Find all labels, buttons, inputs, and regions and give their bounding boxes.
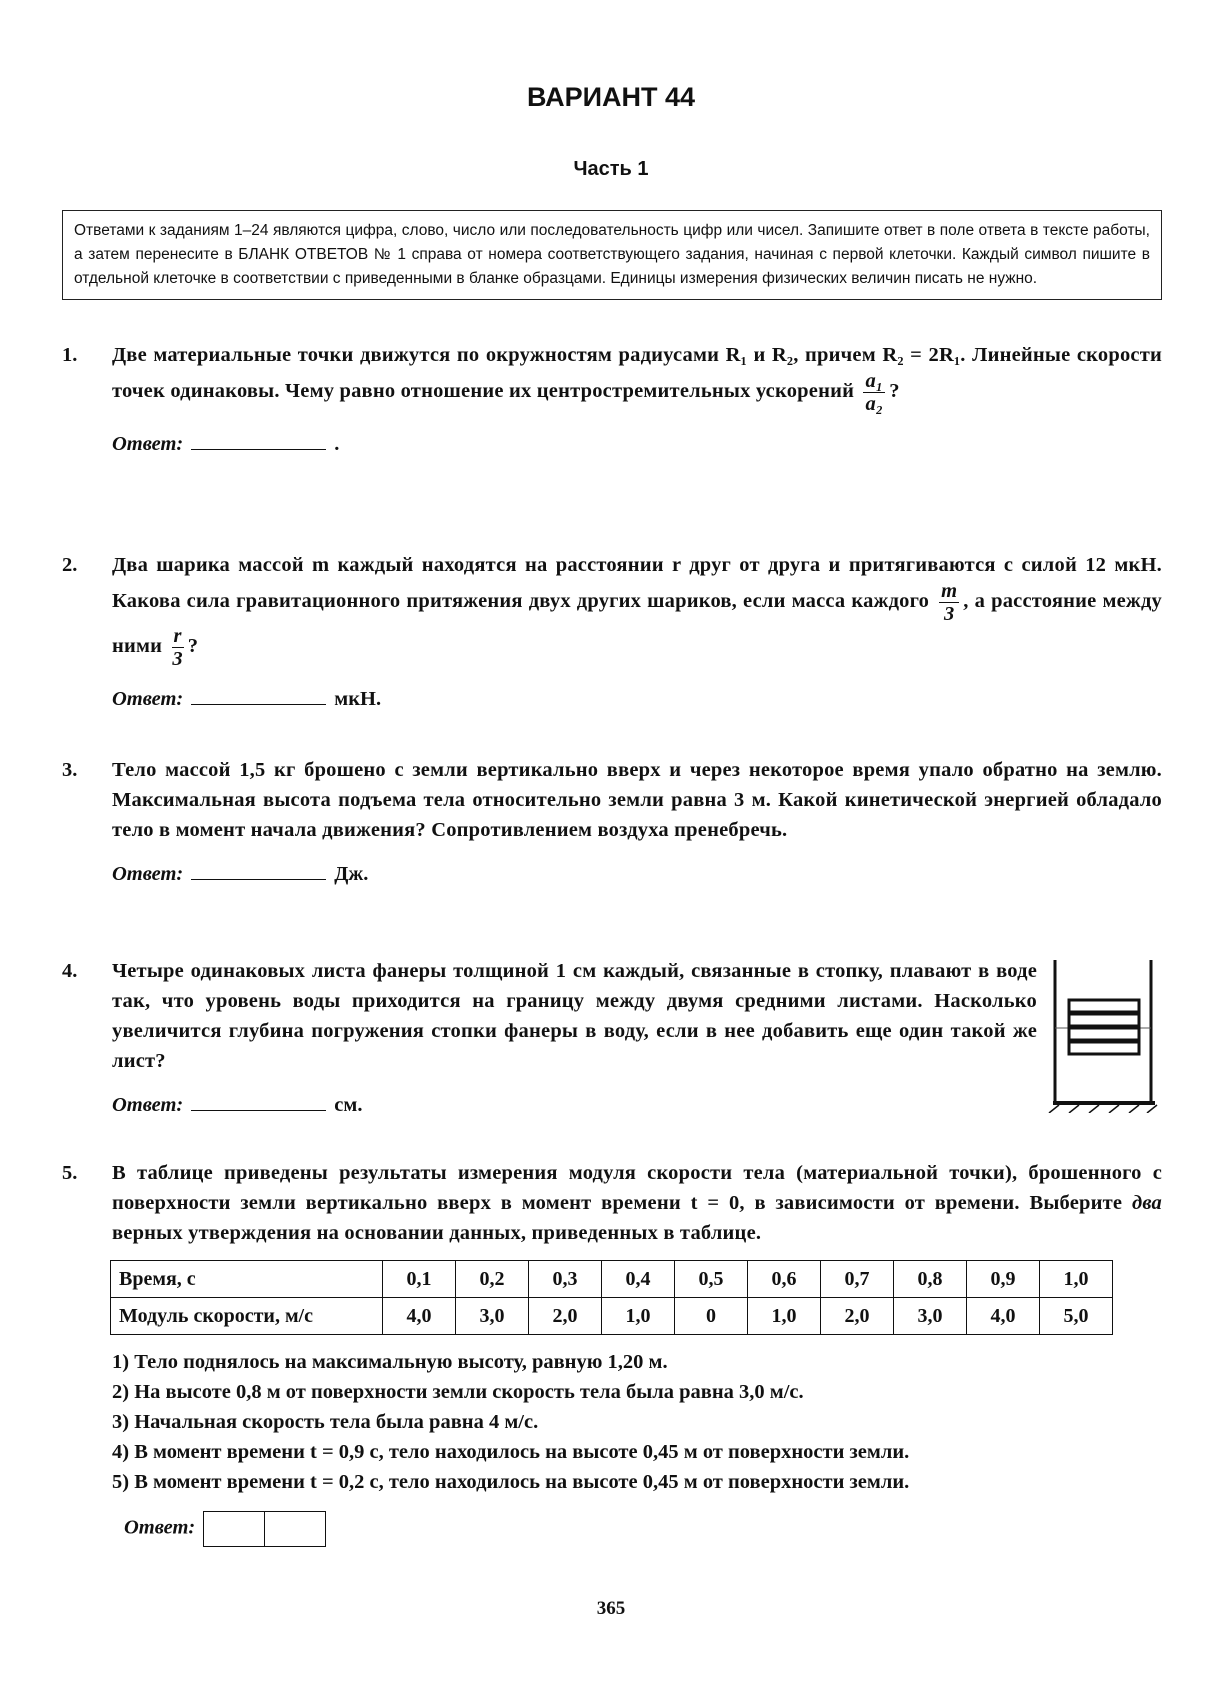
table-cell: 3,0 — [456, 1298, 529, 1335]
table-cell: 0,6 — [748, 1261, 821, 1298]
option-item: 3) Начальная скорость тела была равна 4 м/с. — [112, 1411, 539, 1433]
option-item: 5) В момент времени t = 0,2 с, тело находилось на высоте 0,45 м от поверхности земли. — [112, 1471, 910, 1493]
answer-cell[interactable] — [203, 1511, 265, 1547]
answer-unit: . — [334, 433, 340, 455]
answer-unit: мкН. — [334, 688, 382, 710]
row-header: Время, с — [111, 1261, 383, 1298]
row-header: Модуль скорости, м/с — [111, 1298, 383, 1335]
part-heading: Часть 1 — [573, 158, 649, 180]
question-number: 5. — [62, 1162, 78, 1184]
question-text: Две материальные точки движутся по окружностям радиусами R₁ и R₂, причем R₂ = 2R₁. Линейные скорости точек одинаковы. Чему равно отношение их центростремительных ускорений — [112, 344, 1162, 403]
answer-cell[interactable] — [265, 1511, 326, 1547]
table-cell: 4,0 — [967, 1298, 1040, 1335]
table-cell: 0,4 — [602, 1261, 675, 1298]
option-item: 1) Тело поднялось на максимальную высоту, равную 1,20 м. — [112, 1351, 668, 1373]
option-item: 2) На высоте 0,8 м от поверхности земли скорость тела была равна 3,0 м/с. — [112, 1381, 804, 1403]
numerator: m — [941, 580, 958, 602]
answer-blank[interactable] — [191, 686, 326, 705]
answer-label: Ответ: — [124, 1516, 196, 1539]
table-cell: 2,0 — [821, 1298, 894, 1335]
emphasis: два — [1131, 1192, 1162, 1214]
answer-blank[interactable] — [191, 861, 326, 880]
denominator: 3 — [943, 603, 955, 625]
answer-blank[interactable] — [191, 1092, 326, 1111]
answer-unit: Дж. — [334, 863, 369, 885]
answer-label: Ответ: — [112, 863, 184, 885]
answer-boxes[interactable] — [203, 1511, 326, 1547]
table-cell: 0,7 — [821, 1261, 894, 1298]
numerator: r — [173, 625, 182, 647]
page-number: 365 — [596, 1598, 626, 1619]
table-cell: 2,0 — [529, 1298, 602, 1335]
table-cell: 1,0 — [1040, 1261, 1113, 1298]
instructions-box: Ответами к заданиям 1–24 являются цифра, слово, число или последовательность цифр или чисел. Запишите ответ в поле ответа в тексте работы, а затем перенесите в БЛАНК ОТВЕТОВ № 1 справа от номера соответствующего задания, начиная с первой клеточки. Каждый символ пишите в отдельной клеточке в соответствии с приведенными в бланке образцами. Единицы измерения физических величин писать не нужно. — [62, 210, 1162, 300]
answer-blank[interactable] — [191, 431, 326, 450]
table-cell: 3,0 — [894, 1298, 967, 1335]
answer-label: Ответ: — [112, 1094, 184, 1116]
answer-line — [124, 1511, 1162, 1547]
answer-line — [112, 1090, 1037, 1120]
answer-line — [112, 684, 1162, 714]
answer-line — [112, 859, 1162, 889]
question-1 — [62, 340, 1162, 459]
table-cell: 0,8 — [894, 1261, 967, 1298]
variant-title: ВАРИАНТ 44 — [526, 82, 696, 112]
question-number: 4. — [62, 960, 78, 982]
denominator: 3 — [172, 648, 183, 670]
options-list — [112, 1347, 1162, 1497]
answer-label: Ответ: — [112, 688, 184, 710]
table-cell: 1,0 — [748, 1298, 821, 1335]
question-number: 3. — [62, 759, 78, 781]
question-5 — [62, 1158, 1162, 1547]
table-cell: 0,5 — [675, 1261, 748, 1298]
question-text: Тело массой 1,5 кг брошено с земли вертикально вверх и через некоторое время упало обратно на землю. Максимальная высота подъема тела относительно земли равна 3 м. Какой кинетической энергией обладало тело в момент начала движения? Сопротивлением воздуха пренебречь. — [112, 759, 1162, 841]
table-cell: 0 — [675, 1298, 748, 1335]
question-text-end: верных утверждения на основании данных, приведенных в таблице. — [112, 1222, 762, 1244]
question-number: 2. — [62, 554, 78, 576]
answer-unit: см. — [334, 1094, 363, 1116]
fraction — [172, 625, 184, 670]
numerator: a₁ — [865, 370, 884, 392]
question-text: В таблице приведены результаты измерения модуля скорости тела (материальной точки), брошенного с поверхности земли вертикально вверх в момент времени t = 0, в зависимости от времени. Выберите — [112, 1162, 1162, 1214]
question-text: Два шарика массой m каждый находятся на расстоянии r друг от друга и притягиваются с силой 12 мкН. Какова сила гравитационного притяжения двух других шариков, если масса каждого — [112, 554, 1162, 613]
question-3 — [62, 755, 1162, 889]
table-cell: 1,0 — [602, 1298, 675, 1335]
question-text: Четыре одинаковых листа фанеры толщиной 1 см каждый, связанные в стопку, плавают в воде так, что уровень воды приходится на границу между двумя средними листами. Насколько увеличится глубина погружения стопки фанеры в воду, если в нее добавить еще один такой же лист? — [112, 960, 1037, 1072]
fraction — [939, 580, 959, 625]
table-row-speed — [111, 1298, 1113, 1335]
table-cell: 0,9 — [967, 1261, 1040, 1298]
table-cell: 4,0 — [383, 1298, 456, 1335]
question-number: 1. — [62, 344, 78, 366]
question-mark: ? — [187, 635, 199, 658]
question-4 — [62, 956, 1037, 1120]
question-mark: ? — [889, 380, 900, 403]
table-cell: 0,2 — [456, 1261, 529, 1298]
table-cell: 0,1 — [383, 1261, 456, 1298]
table-cell: 5,0 — [1040, 1298, 1113, 1335]
data-table — [110, 1260, 1113, 1335]
question-text-mid: , а расстояние между ними — [112, 590, 1162, 658]
answer-line — [112, 429, 1162, 459]
fraction — [863, 370, 885, 415]
plywood-stack-diagram — [1045, 958, 1160, 1113]
table-cell: 0,3 — [529, 1261, 602, 1298]
question-2 — [62, 550, 1162, 714]
table-row-time — [111, 1261, 1113, 1298]
option-item: 4) В момент времени t = 0,9 с, тело находилось на высоте 0,45 м от поверхности земли. — [112, 1441, 910, 1463]
denominator: a₂ — [865, 393, 884, 415]
answer-label: Ответ: — [112, 433, 184, 455]
